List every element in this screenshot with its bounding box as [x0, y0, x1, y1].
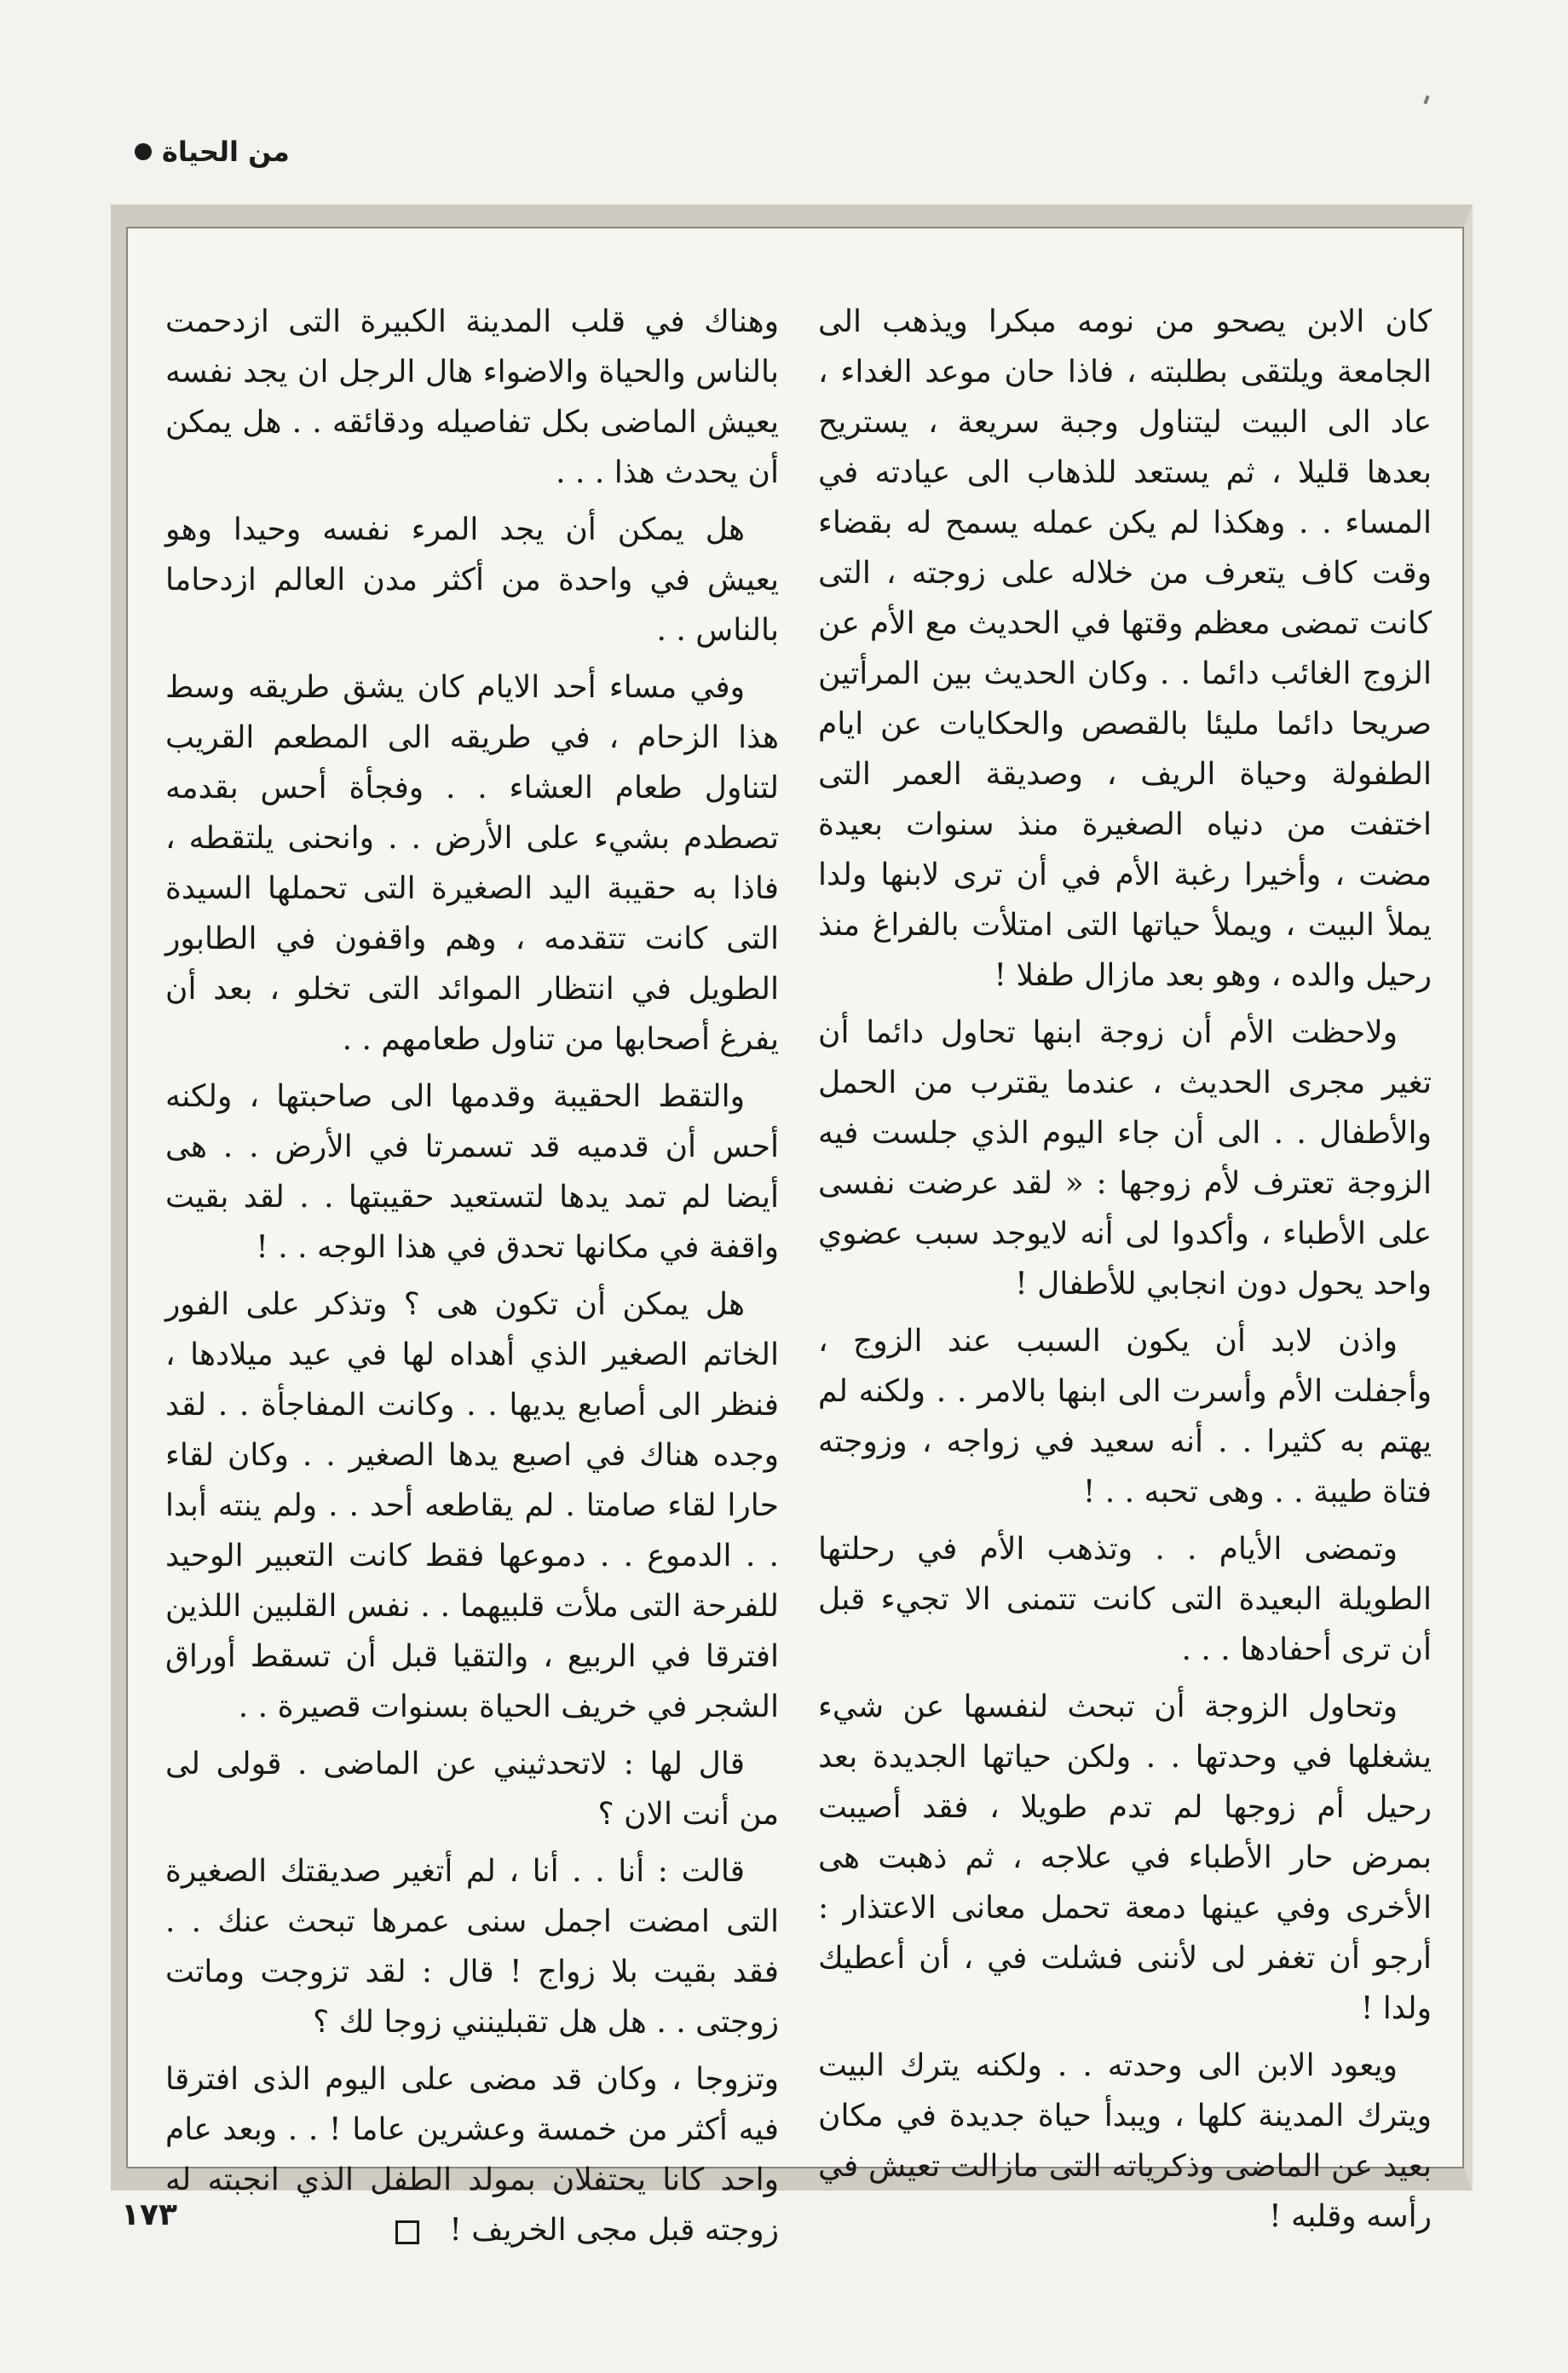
paragraph: وفي مساء أحد الايام كان يشق طريقه وسط هذا الزحام ، في طريقه الى المطعم القريب لتناول طعام العشاء . . وفجأة أحس بقدمه تصطدم بشيء على الأرض . . وانحنى يلتقطه ، فاذا به حقيبة اليد الصغيرة التى تحملها السيدة التى كانت تتقدمه ، وهم واقفون في الطابور الطويل في انتظار الموائد التى تخلو ، بعد أن يفرغ أصحابها من تناول طعامهم . . [165, 670, 779, 1057]
section-title: من الحياة [162, 136, 290, 168]
page-mark [1423, 95, 1429, 105]
last-paragraph-wrap [165, 2054, 779, 2255]
right-column [818, 297, 1432, 2249]
page-number: ١٧٣ [121, 2197, 177, 2232]
paragraph: ويعود الابن الى وحدته . . ولكنه يترك البيت ويترك المدينة كلها ، ويبدأ حياة جديدة في مكان بعيد عن الماضى وذكرياته التى مازالت تعيش في رأسه وقلبه ! [818, 2048, 1432, 2234]
paragraph: والتقط الحقيبة وقدمها الى صاحبتها ، ولكنه أحس أن قدميه قد تسمرتا في الأرض . . هى أيضا لم تمد يدها لتستعيد حقيبتها . . لقد بقيت واقفة في مكانها تحدق في هذا الوجه . . ! [165, 1079, 779, 1265]
paragraph: واذن لابد أن يكون السبب عند الزوج ، وأجفلت الأم وأسرت الى ابنها بالامر . . ولكنه لم يهتم به كثيرا . . أنه سعيد في زواجه ، وزوجته فتاة طيبة . . وهى تحبه . . ! [818, 1324, 1432, 1510]
paragraph: وتحاول الزوجة أن تبحث لنفسها عن شيء يشغلها في وحدتها . . ولكن حياتها الجديدة بعد رحيل أم زوجها لم تدم طويلا ، فقد أصيبت بمرض حار الأطباء في علاجه ، ثم ذهبت هى الأخرى وفي عينها دمعة تحمل معانى الاعتذار : أرجو أن تغفر لى لأننى فشلت في ، أن أعطيك ولدا ! [818, 1689, 1432, 2026]
paragraph: وتمضى الأيام . . وتذهب الأم في رحلتها الطويلة البعيدة التى كانت تتمنى الا تجيء قبل أن ترى أحفادها . . . [818, 1532, 1432, 1667]
paragraph: هل يمكن أن يجد المرء نفسه وحيدا وهو يعيش في واحدة من أكثر مدن العالم ازدحاما بالناس . . [165, 512, 779, 648]
bullet-icon [135, 143, 152, 160]
paragraph: ولاحظت الأم أن زوجة ابنها تحاول دائما أن تغير مجرى الحديث ، عندما يقترب من الحمل والأطفال . . الى أن جاء اليوم الذي جلست فيه الزوجة تعترف لأم زوجها : « لقد عرضت نفسى على الأطباء ، وأكدوا لى أنه لايوجد سبب عضوي واحد يحول دون انجابي للأطفال ! [818, 1015, 1432, 1302]
section-header [135, 126, 290, 177]
paragraph: قالت : أنا . . أنا ، لم أتغير صديقتك الصغيرة التى امضت اجمل سنى عمرها تبحث عنك . . فقد بقيت بلا زواج ! قال : لقد تزوجت وماتت زوجتى . . هل هل تقبلينني زوجا لك ؟ [165, 1854, 779, 2040]
paragraph: وتزوجا ، وكان قد مضى على اليوم الذى افترقا فيه أكثر من خمسة وعشرين عاما ! . . وبعد عام واحد كانا يحتفلان بمولد الطفل الذي انجبته له زوجته قبل مجى الخريف ! [165, 2062, 779, 2248]
paragraph: قال لها : لاتحدثيني عن الماضى . قولى لى من أنت الان ؟ [165, 1747, 779, 1832]
paragraph: هل يمكن أن تكون هى ؟ وتذكر على الفور الخاتم الصغير الذي أهداه لها في عيد ميلادها ، فنظر الى أصابع يديها . . وكانت المفاجأة . . لقد وجده هناك في اصبع يدها الصغير . . وكان لقاء حارا لقاء صامتا . لم يقاطعه أحد . . ولم ينته أبدا . . الدموع . . دموعها فقط كانت التعبير الوحيد للفرحة التى ملأت قلبيهما . . نفس القلبين اللذين افترقا في الربيع ، والتقيا قبل أن تسقط أوراق الشجر في خريف الحياة بسنوات قصيرة . . [165, 1287, 779, 1724]
left-column [165, 297, 779, 2255]
paragraph: كان الابن يصحو من نومه مبكرا ويذهب الى الجامعة ويلتقى بطلبته ، فاذا حان موعد الغداء ، عاد الى البيت ليتناول وجبة سريعة ، يستريح بعدها قليلا ، ثم يستعد للذهاب الى عيادته في المساء . . وهكذا لم يكن عمله يسمح له بقضاء وقت كاف يتعرف من خلاله على زوجته ، التى كانت تمضى معظم وقتها في الحديث مع الأم عن الزوج الغائب دائما . . وكان الحديث بين المرأتين صريحا دائما مليئا بالقصص والحكايات عن ايام الطفولة وحياة الريف ، وصديقة العمر التى اختفت من دنياه الصغيرة منذ سنوات بعيدة مضت ، وأخيرا رغبة الأم في أن ترى لابنها ولدا يملأ البيت ، ويملأ حياتها التى امتلأت بالفراغ منذ رحيل والده ، وهو بعد مازال طفلا ! [818, 304, 1432, 993]
paragraph: وهناك في قلب المدينة الكبيرة التى ازدحمت بالناس والحياة والاضواء هال الرجل ان يجد نفسه يعيش الماضى بكل تفاصيله ودقائقه . . هل يمكن أن يحدث هذا . . . [165, 304, 779, 490]
end-of-article-icon [395, 2220, 419, 2244]
